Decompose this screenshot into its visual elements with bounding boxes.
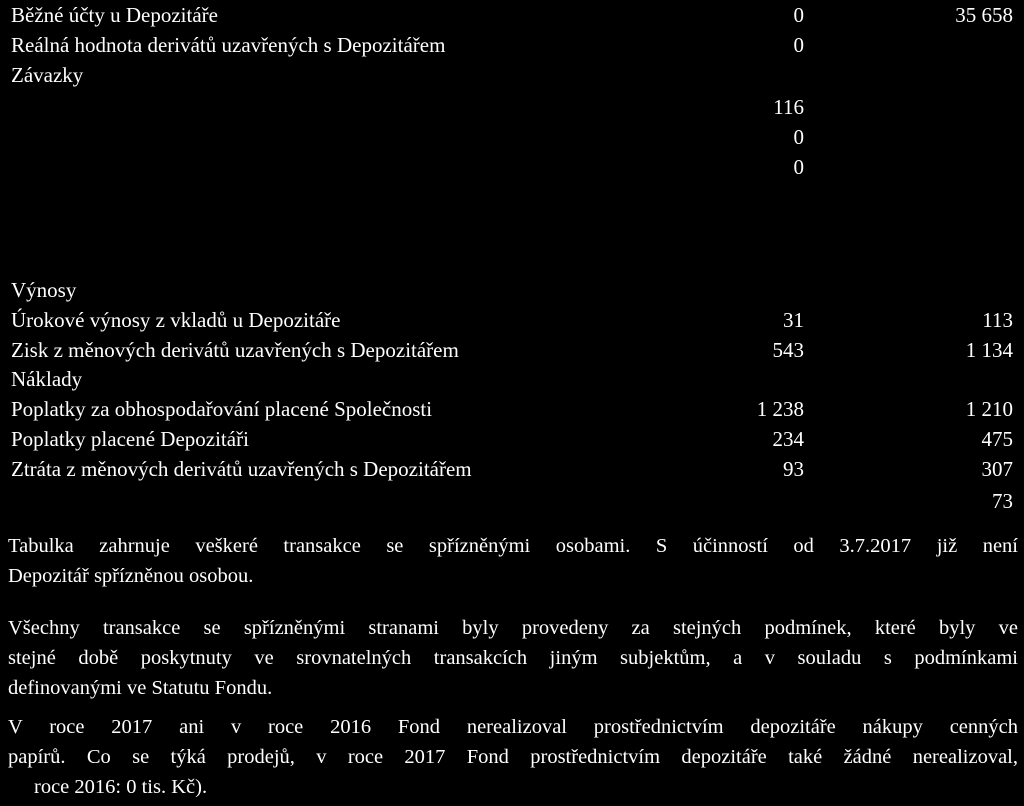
table-row — [0, 275, 1024, 305]
table-row — [0, 30, 1024, 60]
table-row — [0, 305, 1024, 335]
table-row — [0, 152, 1024, 182]
value-2016: 307 — [981, 457, 1013, 481]
paragraph-line: roce 2016: 0 tis. Kč). — [34, 776, 208, 798]
table-row — [0, 454, 1024, 484]
table-row — [0, 0, 1024, 30]
value-2017: 93 — [783, 457, 804, 481]
value-2017: 543 — [772, 338, 804, 362]
paragraph-line: stejné době poskytnuty ve srovnatelných transakcích jiným subjektům, a v souladu s podmínkami — [8, 647, 1018, 669]
row-label: Ztráta z měnových derivátů uzavřených s Depozitářem — [11, 457, 472, 481]
paragraph-line: papírů. Co se týká prodejů, v roce 2017 Fond prostřednictvím depozitáře také žádné nerealizoval, — [8, 746, 1018, 768]
table-row — [0, 424, 1024, 454]
paragraph-line: V roce 2017 ani v roce 2016 Fond nerealizoval prostřednictvím depozitáře nákupy cenných — [8, 716, 1018, 738]
row-label: Reálná hodnota derivátů uzavřených s Depozitářem — [11, 33, 446, 57]
row-label: Poplatky za obhospodařování placené Společnosti — [11, 397, 433, 421]
value-2016: 73 — [992, 489, 1013, 513]
paragraph-securities-purchases — [8, 712, 1018, 802]
paragraph-transaction-terms — [8, 613, 1018, 703]
paragraph-related-parties-scope — [8, 531, 1018, 591]
row-label: Náklady — [11, 367, 83, 391]
paragraph-line: Všechny transakce se spřízněnými stranami byly provedeny za stejných podmínek, které byly ve — [8, 617, 1018, 639]
row-label: Zisk z měnových derivátů uzavřených s Depozitářem — [11, 338, 459, 362]
paragraph-line: Tabulka zahrnuje veškeré transakce se spřízněnými osobami. S účinností od 3.7.2017 již není — [8, 535, 1018, 557]
value-2016: 1 210 — [965, 397, 1013, 421]
value-2017: 0 — [793, 155, 804, 179]
value-2017: 116 — [773, 95, 804, 119]
table-row — [0, 92, 1024, 122]
value-2016: 1 134 — [965, 338, 1013, 362]
value-2017: 0 — [793, 3, 804, 27]
value-2016: 475 — [981, 427, 1013, 451]
value-2017: 31 — [783, 308, 804, 332]
table-row — [0, 364, 1024, 394]
table-row — [0, 335, 1024, 365]
value-2017: 234 — [772, 427, 804, 451]
value-2016: 113 — [982, 308, 1013, 332]
table-row — [0, 60, 1024, 90]
row-label: Běžné účty u Depozitáře — [11, 3, 218, 27]
value-2017: 0 — [793, 33, 804, 57]
value-2016: 35 658 — [955, 3, 1013, 27]
paragraph-line: Depozitář spřízněnou osobou. — [8, 565, 254, 587]
value-2017: 1 238 — [756, 397, 804, 421]
table-row — [0, 122, 1024, 152]
value-2017: 0 — [793, 125, 804, 149]
paragraph-line: definovanými ve Statutu Fondu. — [8, 677, 273, 699]
row-label: Poplatky placené Depozitáři — [11, 427, 249, 451]
row-label: Závazky — [11, 63, 84, 87]
table-row — [0, 394, 1024, 424]
row-label: Úrokové výnosy z vkladů u Depozitáře — [11, 308, 341, 332]
table-row — [0, 486, 1024, 516]
row-label: Výnosy — [11, 278, 77, 302]
